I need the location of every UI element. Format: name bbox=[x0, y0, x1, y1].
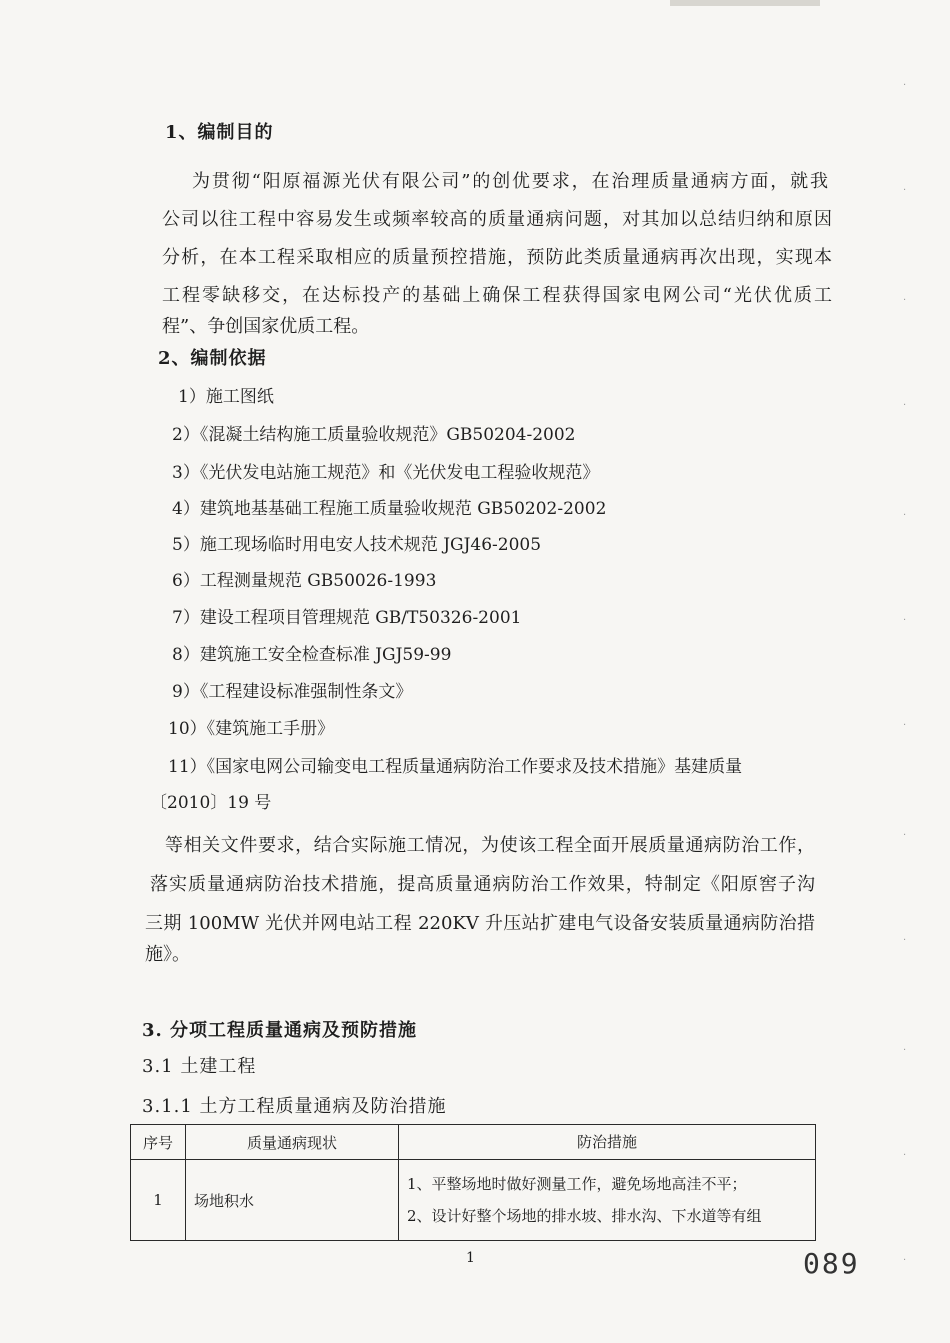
scan-margin-mark: · bbox=[903, 80, 907, 91]
scan-margin-mark: · bbox=[903, 1255, 907, 1266]
header-no: 序号 bbox=[131, 1125, 186, 1160]
section-3-1-1-title: 3.1.1 土方工程质量通病及防治措施 bbox=[142, 1096, 447, 1117]
basis-item-6: 6）工程测量规范 GB50026-1993 bbox=[172, 571, 437, 591]
table-row bbox=[131, 1160, 816, 1241]
section-1-title: 1、编制目的 bbox=[165, 122, 274, 143]
archive-stamp-number: 089 bbox=[803, 1247, 860, 1280]
scan-margin-mark: · bbox=[903, 400, 907, 411]
section-3-title: 3. 分项工程质量通病及预防措施 bbox=[142, 1020, 418, 1041]
section-1-line-3: 分析，在本工程采取相应的质量预控措施，预防此类质量通病再次出现，实现本 bbox=[162, 247, 832, 268]
scan-margin-mark: · bbox=[903, 720, 907, 731]
row-issue: 场地积水 bbox=[186, 1160, 399, 1241]
basis-item-11: 11）《国家电网公司输变电工程质量通病防治工作要求及技术措施》基建质量 bbox=[168, 757, 743, 777]
section-2-title: 2、编制依据 bbox=[158, 348, 267, 369]
scan-margin-mark: · bbox=[903, 615, 907, 626]
header-measures: 防治措施 bbox=[399, 1125, 816, 1160]
scan-margin-mark: · bbox=[903, 1045, 907, 1056]
page-number: 1 bbox=[466, 1250, 475, 1266]
header-issue: 质量通病现状 bbox=[186, 1125, 399, 1160]
scan-margin-mark: · bbox=[903, 185, 907, 196]
scan-edge-mark bbox=[670, 0, 820, 6]
scan-margin-mark: · bbox=[903, 295, 907, 306]
basis-item-8: 8）建筑施工安全检查标准 JGJ59-99 bbox=[172, 645, 452, 665]
scan-margin-mark: · bbox=[903, 1150, 907, 1161]
basis-item-2: 2）《混凝土结构施工质量验收规范》GB50204-2002 bbox=[172, 425, 576, 445]
measure-line: 1、平整场地时做好测量工作，避免场地高洼不平； bbox=[407, 1175, 747, 1193]
section-1-line-2: 公司以往工程中容易发生或频率较高的质量通病问题，对其加以总结归纳和原因 bbox=[162, 209, 832, 230]
basis-item-11-continuation: 〔2010〕19 号 bbox=[150, 793, 272, 813]
measure-line: 2、设计好整个场地的排水坡、排水沟、下水道等有组 bbox=[407, 1207, 762, 1225]
closing-line-2: 落实质量通病防治技术措施，提高质量通病防治工作效果，特制定《阳原窖子沟 bbox=[150, 874, 815, 895]
basis-item-4: 4）建筑地基基础工程施工质量验收规范 GB50202-2002 bbox=[172, 499, 607, 519]
section-1-line-5: 程”、争创国家优质工程。 bbox=[162, 316, 370, 337]
section-1-line-4: 工程零缺移交，在达标投产的基础上确保工程获得国家电网公司“光伏优质工 bbox=[162, 285, 832, 306]
scan-margin-mark: · bbox=[903, 510, 907, 521]
closing-line-1: 等相关文件要求，结合实际施工情况，为使该工程全面开展质量通病防治工作， bbox=[165, 835, 815, 856]
row-measures bbox=[399, 1160, 816, 1241]
scan-margin-mark: · bbox=[903, 935, 907, 946]
defect-prevention-table bbox=[130, 1124, 816, 1241]
scan-margin-mark: · bbox=[903, 830, 907, 841]
basis-item-5: 5）施工现场临时用电安人技术规范 JGJ46-2005 bbox=[172, 535, 542, 555]
row-no: 1 bbox=[131, 1160, 186, 1241]
section-3-1-title: 3.1 土建工程 bbox=[142, 1056, 257, 1077]
basis-item-1: 1）施工图纸 bbox=[178, 387, 274, 407]
table-header-row bbox=[131, 1125, 816, 1160]
section-1-line-1: 为贯彻“阳原福源光伏有限公司”的创优要求，在治理质量通病方面，就我 bbox=[192, 171, 828, 192]
closing-line-3: 三期 100MW 光伏并网电站工程 220KV 升压站扩建电气设备安装质量通病防治措 bbox=[145, 913, 815, 934]
basis-item-3: 3）《光伏发电站施工规范》和《光伏发电工程验收规范》 bbox=[172, 463, 600, 483]
basis-item-7: 7）建设工程项目管理规范 GB/T50326-2001 bbox=[172, 608, 522, 628]
closing-line-4: 施》。 bbox=[145, 944, 190, 965]
basis-item-9: 9）《工程建设标准强制性条文》 bbox=[172, 682, 413, 702]
basis-item-10: 10）《建筑施工手册》 bbox=[168, 719, 335, 739]
